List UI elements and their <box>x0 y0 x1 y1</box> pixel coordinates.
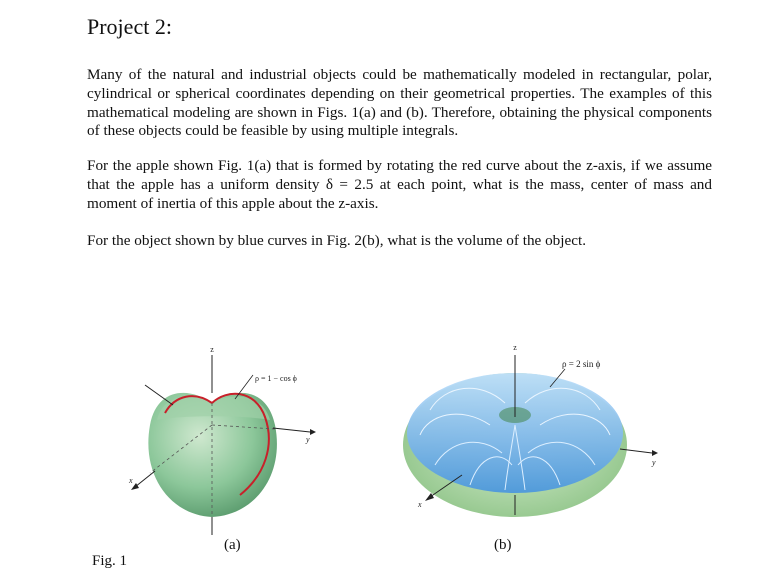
torus-illustration <box>390 325 680 565</box>
z-axis-label: z <box>210 345 214 354</box>
caption-b: (b) <box>494 537 512 553</box>
figure-apple <box>95 325 335 565</box>
object-question-paragraph: For the object shown by blue curves in Fig. 2(b), what is the volume of the object. <box>87 232 586 249</box>
z-axis-label: z <box>513 343 517 352</box>
torus-equation: ρ = 2 sin ϕ <box>562 359 601 369</box>
x-axis-label: x <box>129 476 133 485</box>
page-title: Project 2: <box>87 14 172 39</box>
y-axis-arrow <box>652 450 658 456</box>
y-axis-arrow <box>310 429 316 435</box>
caption-a: (a) <box>224 537 241 553</box>
figure-spindle-torus <box>390 325 680 565</box>
y-axis-label: y <box>306 435 310 444</box>
intro-paragraph: Many of the natural and industrial objects could be mathematically modeled in rectangular, polar, cylindrical or spherical coordinates depending on their geometrical properties. The examples of this mathematical modeling are shown in Figs. 1(a) and (b). Therefore, obtaining the physical components of these objects could be feasible by using multiple integrals. <box>87 66 712 140</box>
x-axis-arrow <box>425 493 434 501</box>
x-axis-label: x <box>418 500 422 509</box>
apple-question-paragraph: For the apple shown Fig. 1(a) that is formed by rotating the red curve about the z-axis, if we assume that the apple has a uniform density δ = 2.5 at each point, what is the mass, center of mass and moment of inertia of this apple about the z-axis. <box>87 157 712 212</box>
y-axis <box>273 428 310 432</box>
x-axis <box>135 471 155 487</box>
apple-equation: ρ = 1 − cos ϕ <box>255 374 297 383</box>
y-axis-label: y <box>652 458 656 467</box>
figure-label: Fig. 1 <box>92 553 128 569</box>
apple-illustration <box>95 325 335 565</box>
frame-line <box>145 385 173 405</box>
